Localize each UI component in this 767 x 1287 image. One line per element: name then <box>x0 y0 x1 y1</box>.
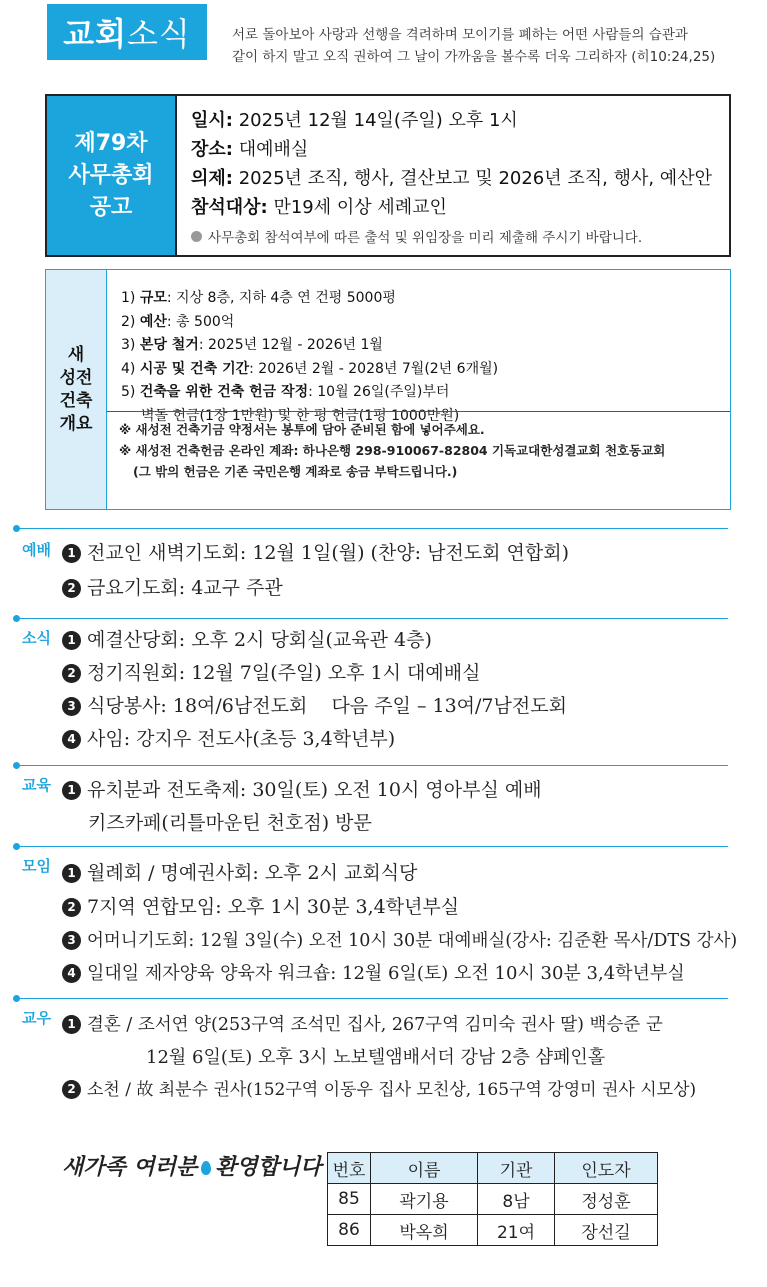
notice-agenda-label: 의제: <box>191 168 233 189</box>
notice-date-label: 일시: <box>191 110 233 131</box>
welcome-text-right: 환영합니다 <box>215 1154 322 1180</box>
construction-item: 5) 건축을 위한 건축 헌금 작정: 10월 26일(주일)부터 벽돌 헌금(1장 1만원) 및 한 평 헌금(1평 1000만원) <box>121 381 730 428</box>
list-item: 2 금요기도회: 4교구 주관 <box>62 575 283 601</box>
section-divider <box>14 846 728 847</box>
list-item: 1 결혼 / 조서연 양(253구역 조석민 집사, 267구역 김미숙 권사 딸) 백승준 군 <box>62 1012 663 1038</box>
number-badge-icon: 2 <box>62 898 81 917</box>
column-header: 이름 <box>371 1153 478 1184</box>
section-label-worship: 예배 <box>22 541 51 559</box>
section-label-meetings: 모임 <box>22 857 51 875</box>
notice-place <box>191 135 729 164</box>
number-badge-icon: 2 <box>62 1080 81 1099</box>
number-badge-icon: 1 <box>62 1015 81 1034</box>
construction-title-line: 개요 <box>59 413 93 434</box>
table-header-row <box>328 1153 658 1184</box>
list-item-continuation: 12월 6일(토) 오후 3시 노보텔앰배서더 강남 2층 샴페인홀 <box>146 1047 606 1068</box>
construction-item: 2) 예산: 총 500억 <box>121 313 235 330</box>
construction-content <box>106 270 730 509</box>
newcomers-table <box>327 1152 658 1246</box>
notice-place-label: 장소: <box>191 139 233 160</box>
section-divider <box>14 618 728 619</box>
table-cell: 정성훈 <box>555 1184 658 1215</box>
section-divider <box>14 998 728 999</box>
notice-note-text: 사무총회 참석여부에 따른 출석 및 위임장을 미리 제출해 주시기 바랍니다. <box>208 230 643 246</box>
table-cell: 곽기용 <box>371 1184 478 1215</box>
table-cell: 85 <box>328 1184 371 1215</box>
column-header: 인도자 <box>555 1153 658 1184</box>
table-cell: 장선길 <box>555 1215 658 1246</box>
verse-line-1: 서로 돌아보아 사랑과 선행을 격려하며 모이기를 폐하는 어떤 사람들의 습관과 <box>232 27 688 43</box>
drop-icon <box>201 1161 211 1175</box>
construction-item: 4) 시공 및 건축 기간: 2026년 2월 - 2028년 7월(2년 6개월) <box>121 360 499 377</box>
welcome-message <box>62 1150 321 1181</box>
section-title-light: 소식 <box>127 15 191 53</box>
verse-line-2: 같이 하지 말고 오직 권하여 그 날이 가까움을 볼수록 더욱 그리하자 (히10:24,25) <box>232 49 716 65</box>
notice-details <box>175 96 729 255</box>
list-item-continuation: 키즈카페(리틀마운틴 천호점) 방문 <box>88 812 372 834</box>
section-label-members: 교우 <box>22 1009 51 1027</box>
construction-note: (그 밖의 헌금은 기존 국민은행 계좌로 송금 부탁드립니다.) <box>133 464 458 479</box>
list-item: 3 어머니기도회: 12월 3일(수) 오전 10시 30분 대예배실(강사: 김준환 목사/DTS 강사) <box>62 928 737 954</box>
number-badge-icon: 1 <box>62 631 81 650</box>
construction-title-line: 성전 <box>59 367 93 388</box>
number-badge-icon: 2 <box>62 664 81 683</box>
table-row <box>328 1215 658 1246</box>
bible-verse <box>232 24 752 68</box>
section-title-badge <box>47 4 207 60</box>
notice-title-line: 공고 <box>89 194 133 220</box>
section-divider <box>14 765 728 766</box>
construction-note: ※ 새성전 건축헌금 온라인 계좌: 하나은행 298-910067-82804 기독교대한성결교회 천호동교회 <box>119 443 666 458</box>
section-label-news: 소식 <box>22 629 51 647</box>
table-row <box>328 1184 658 1215</box>
list-item: 4 일대일 제자양육 양육자 워크숍: 12월 6일(토) 오전 10시 30분 3,4학년부실 <box>62 961 685 987</box>
new-sanctuary-construction-box <box>45 269 731 510</box>
list-item: 1 예결산당회: 오후 2시 당회실(교육관 4층) <box>62 627 432 653</box>
table-cell: 8남 <box>478 1184 555 1215</box>
column-header: 번호 <box>328 1153 371 1184</box>
number-badge-icon: 4 <box>62 964 81 983</box>
list-item: 1 월례회 / 명예권사회: 오후 2시 교회식당 <box>62 860 417 886</box>
notice-agenda-value: 2025년 조직, 행사, 결산보고 및 2026년 조직, 행사, 예산안 <box>232 168 712 189</box>
construction-title-line: 새 <box>67 344 85 365</box>
construction-item-continuation: 벽돌 헌금(1장 1만원) 및 한 평 헌금(1평 1000만원) <box>141 407 460 424</box>
bullet-dot-icon <box>191 231 202 242</box>
number-badge-icon: 3 <box>62 931 81 950</box>
construction-notes <box>107 411 730 509</box>
notice-attendees-label: 참석대상: <box>191 197 268 218</box>
list-item: 2 7지역 연합모임: 오후 1시 30분 3,4학년부실 <box>62 894 459 920</box>
construction-item: 3) 본당 철거: 2025년 12월 - 2026년 1월 <box>121 337 383 353</box>
notice-date-value: 2025년 12월 14일(주일) 오후 1시 <box>232 110 518 131</box>
notice-attendees-value: 만19세 이상 세례교인 <box>267 197 447 218</box>
table-cell: 21여 <box>478 1215 555 1246</box>
construction-item: 1) 규모: 지상 8층, 지하 4층 연 건평 5000평 <box>121 290 396 306</box>
notice-place-value: 대예배실 <box>232 139 309 160</box>
construction-list <box>107 270 730 424</box>
number-badge-icon: 1 <box>62 781 81 800</box>
list-item: 1 전교인 새벽기도회: 12월 1일(월) (찬양: 남전도회 연합회) <box>62 540 569 566</box>
notice-title-line: 사무총회 <box>68 162 154 188</box>
notice-note <box>191 226 729 246</box>
table-cell: 박옥희 <box>371 1215 478 1246</box>
number-badge-icon: 2 <box>62 579 81 598</box>
list-item: 2 소천 / 故 최분수 권사(152구역 이동우 집사 모친상, 165구역 강영미 권사 시모상) <box>62 1077 696 1103</box>
construction-title <box>46 270 106 509</box>
notice-title <box>47 96 175 255</box>
list-item: 4 사임: 강지우 전도사(초등 3,4학년부) <box>62 726 395 752</box>
general-meeting-notice <box>45 94 731 257</box>
number-badge-icon: 4 <box>62 730 81 749</box>
list-item: 1 유치분과 전도축제: 30일(토) 오전 10시 영아부실 예배 <box>62 777 542 803</box>
list-item: 3 식당봉사: 18여/6남전도회 다음 주일 – 13여/7남전도회 <box>62 693 567 719</box>
number-badge-icon: 3 <box>62 697 81 716</box>
notice-attendees <box>191 193 729 222</box>
notice-agenda <box>191 164 729 193</box>
table-cell: 86 <box>328 1215 371 1246</box>
notice-title-line: 제79차 <box>74 130 148 156</box>
number-badge-icon: 1 <box>62 544 81 563</box>
section-divider <box>14 528 728 529</box>
section-title-bold: 교회 <box>63 15 127 53</box>
section-label-education: 교육 <box>22 776 51 794</box>
number-badge-icon: 1 <box>62 864 81 883</box>
list-item: 2 정기직원회: 12월 7일(주일) 오후 1시 대예배실 <box>62 660 480 686</box>
welcome-text-left: 새가족 여러분 <box>62 1154 198 1180</box>
construction-note: ※ 새성전 건축기금 약정서는 봉투에 담아 준비된 함에 넣어주세요. <box>119 422 485 437</box>
column-header: 기관 <box>478 1153 555 1184</box>
notice-date <box>191 106 729 135</box>
construction-title-line: 건축 <box>59 390 93 411</box>
